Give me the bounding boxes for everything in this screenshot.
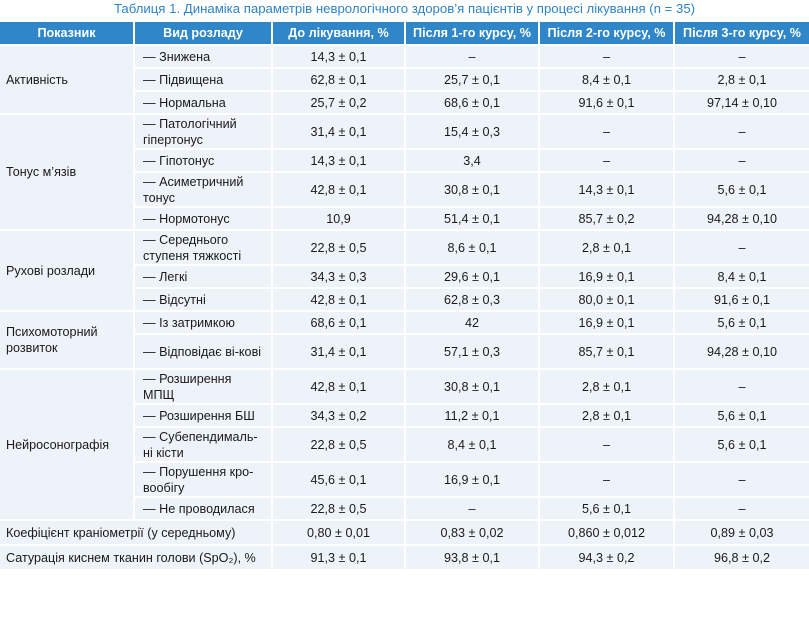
header-cell: До лікування, % — [272, 22, 405, 45]
value-cell: 31,4 ± 0,1 — [272, 114, 405, 149]
header-cell: Після 3-го курсу, % — [674, 22, 809, 45]
value-cell: 5,6 ± 0,1 — [674, 404, 809, 427]
value-cell: 2,8 ± 0,1 — [539, 369, 674, 404]
value-cell: 5,6 ± 0,1 — [674, 172, 809, 207]
value-cell: 22,8 ± 0,5 — [272, 497, 405, 520]
type-cell: — Гіпотонус — [134, 149, 272, 172]
type-cell: — Патологічний гіпертонус — [134, 114, 272, 149]
value-cell: 29,6 ± 0,1 — [405, 265, 539, 288]
value-cell: 68,6 ± 0,1 — [272, 311, 405, 334]
value-cell: 57,1 ± 0,3 — [405, 334, 539, 369]
value-cell: – — [539, 462, 674, 497]
value-cell: 16,9 ± 0,1 — [539, 311, 674, 334]
table-caption: Таблиця 1. Динаміка параметрів неврологічного здоров’я пацієнтів у процесі лікування (n = 35) — [113, 1, 696, 16]
value-cell: – — [405, 45, 539, 68]
value-cell: 2,8 ± 0,1 — [539, 404, 674, 427]
value-cell: 30,8 ± 0,1 — [405, 172, 539, 207]
value-cell: – — [674, 230, 809, 265]
type-cell: — Підвищена — [134, 68, 272, 91]
value-cell: 91,3 ± 0,1 — [272, 545, 405, 570]
value-cell: – — [539, 149, 674, 172]
value-cell: 62,8 ± 0,3 — [405, 288, 539, 311]
value-cell: 94,3 ± 0,2 — [539, 545, 674, 570]
value-cell: 0,860 ± 0,012 — [539, 520, 674, 545]
table-row — [0, 114, 809, 149]
type-cell: — Відповідає ві-кові — [134, 334, 272, 369]
value-cell: 16,9 ± 0,1 — [405, 462, 539, 497]
type-cell: — Легкі — [134, 265, 272, 288]
value-cell: – — [674, 149, 809, 172]
type-cell: — Розширення МПЩ — [134, 369, 272, 404]
table-row — [0, 230, 809, 265]
value-cell: 8,4 ± 0,1 — [405, 427, 539, 462]
value-cell: 14,3 ± 0,1 — [272, 45, 405, 68]
group-label: Рухові розлади — [0, 230, 134, 311]
value-cell: – — [674, 114, 809, 149]
value-cell: 96,8 ± 0,2 — [674, 545, 809, 570]
value-cell: 25,7 ± 0,1 — [405, 68, 539, 91]
value-cell: – — [539, 427, 674, 462]
value-cell: 42,8 ± 0,1 — [272, 288, 405, 311]
type-cell: — Субепендималь-ні кісти — [134, 427, 272, 462]
value-cell: 68,6 ± 0,1 — [405, 91, 539, 114]
type-cell: — Нормальна — [134, 91, 272, 114]
value-cell: 8,4 ± 0,1 — [674, 265, 809, 288]
value-cell: 80,0 ± 0,1 — [539, 288, 674, 311]
value-cell: 85,7 ± 0,2 — [539, 207, 674, 230]
footer-label: Коефіцієнт краніометрії (у середньому) — [0, 520, 272, 545]
value-cell: 0,83 ± 0,02 — [405, 520, 539, 545]
value-cell: 31,4 ± 0,1 — [272, 334, 405, 369]
type-cell: — Знижена — [134, 45, 272, 68]
value-cell: 93,8 ± 0,1 — [405, 545, 539, 570]
value-cell: – — [539, 45, 674, 68]
table-row — [0, 369, 809, 404]
type-cell: — Із затримкою — [134, 311, 272, 334]
table-row — [0, 520, 809, 545]
data-table — [0, 22, 809, 571]
table-row — [0, 545, 809, 570]
value-cell: 8,6 ± 0,1 — [405, 230, 539, 265]
value-cell: 22,8 ± 0,5 — [272, 427, 405, 462]
value-cell: 5,6 ± 0,1 — [674, 311, 809, 334]
header-row — [0, 22, 809, 45]
group-label: Тонус м’язів — [0, 114, 134, 230]
value-cell: 34,3 ± 0,2 — [272, 404, 405, 427]
value-cell: 45,6 ± 0,1 — [272, 462, 405, 497]
group-label: Психомоторний розвиток — [0, 311, 134, 369]
header-cell: Вид розладу — [134, 22, 272, 45]
type-cell: — Відсутні — [134, 288, 272, 311]
group-label: Нейросонографія — [0, 369, 134, 520]
value-cell: 30,8 ± 0,1 — [405, 369, 539, 404]
value-cell: 16,9 ± 0,1 — [539, 265, 674, 288]
value-cell: – — [539, 114, 674, 149]
header-cell: Показник — [0, 22, 134, 45]
table-row — [0, 45, 809, 68]
value-cell: 2,8 ± 0,1 — [674, 68, 809, 91]
type-cell: — Не проводилася — [134, 497, 272, 520]
group-label: Активність — [0, 45, 134, 114]
value-cell: 94,28 ± 0,10 — [674, 207, 809, 230]
value-cell: – — [674, 497, 809, 520]
header-cell: Після 2-го курсу, % — [539, 22, 674, 45]
table-row — [0, 311, 809, 334]
value-cell: 42,8 ± 0,1 — [272, 369, 405, 404]
type-cell: — Асиметричний тонус — [134, 172, 272, 207]
value-cell: 97,14 ± 0,10 — [674, 91, 809, 114]
footer-label: Сатурація киснем тканин голови (SpO₂), % — [0, 545, 272, 570]
value-cell: 94,28 ± 0,10 — [674, 334, 809, 369]
value-cell: 5,6 ± 0,1 — [674, 427, 809, 462]
value-cell: 8,4 ± 0,1 — [539, 68, 674, 91]
value-cell: 0,89 ± 0,03 — [674, 520, 809, 545]
type-cell: — Розширення БШ — [134, 404, 272, 427]
value-cell: 91,6 ± 0,1 — [674, 288, 809, 311]
value-cell: 62,8 ± 0,1 — [272, 68, 405, 91]
type-cell: — Середнього ступеня тяжкості — [134, 230, 272, 265]
value-cell: 22,8 ± 0,5 — [272, 230, 405, 265]
value-cell: 2,8 ± 0,1 — [539, 230, 674, 265]
value-cell: 14,3 ± 0,1 — [272, 149, 405, 172]
value-cell: 11,2 ± 0,1 — [405, 404, 539, 427]
header-cell: Після 1-го курсу, % — [405, 22, 539, 45]
value-cell: 14,3 ± 0,1 — [539, 172, 674, 207]
value-cell: 42 — [405, 311, 539, 334]
value-cell: 85,7 ± 0,1 — [539, 334, 674, 369]
value-cell: – — [405, 497, 539, 520]
value-cell: 51,4 ± 0,1 — [405, 207, 539, 230]
value-cell: 15,4 ± 0,3 — [405, 114, 539, 149]
value-cell: 10,9 — [272, 207, 405, 230]
value-cell: 5,6 ± 0,1 — [539, 497, 674, 520]
value-cell: 3,4 — [405, 149, 539, 172]
value-cell: 91,6 ± 0,1 — [539, 91, 674, 114]
value-cell: 25,7 ± 0,2 — [272, 91, 405, 114]
value-cell: 34,3 ± 0,3 — [272, 265, 405, 288]
value-cell: 42,8 ± 0,1 — [272, 172, 405, 207]
type-cell: — Нормотонус — [134, 207, 272, 230]
value-cell: – — [674, 369, 809, 404]
value-cell: – — [674, 45, 809, 68]
value-cell: 0,80 ± 0,01 — [272, 520, 405, 545]
value-cell: – — [674, 462, 809, 497]
type-cell: — Порушення кро-вообігу — [134, 462, 272, 497]
